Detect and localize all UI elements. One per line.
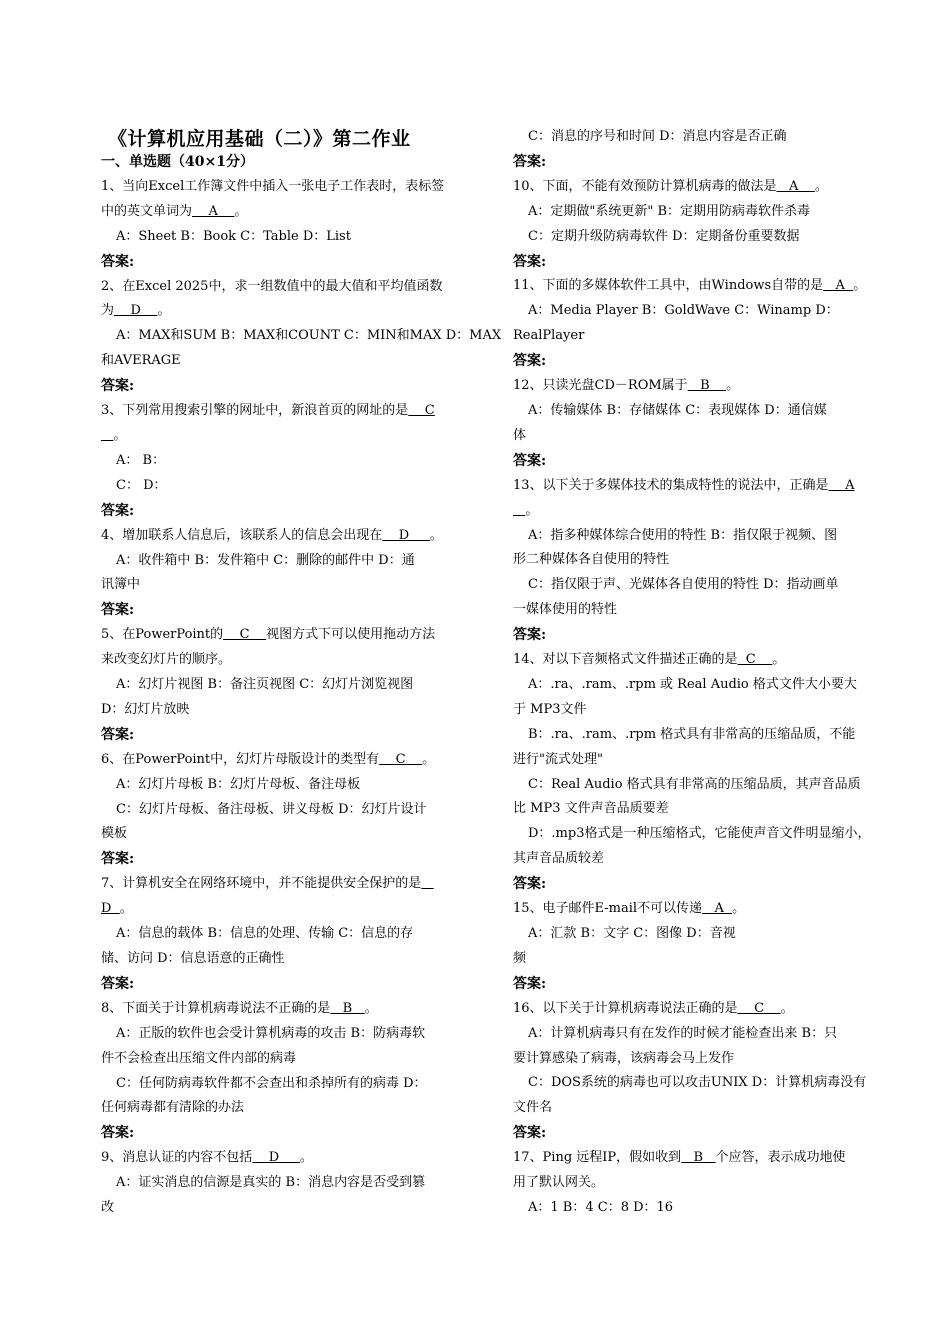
q8-options-2: 件不会检查出压缩文件内部的病毒	[101, 1050, 297, 1066]
q13-stem: 13、以下关于多媒体技术的集成特性的说法中，正确是	[513, 477, 829, 493]
q11-answer-blank: A	[823, 278, 854, 294]
q14-option-d: D：.mp3格式是一种压缩格式，它能使声音文件明显缩小，	[528, 826, 871, 842]
question-10	[513, 175, 895, 275]
question-1	[101, 175, 483, 275]
q13-blank-tail	[513, 503, 525, 518]
q12-answer-blank: B	[687, 378, 727, 394]
q5-stem-3: 来改变幻灯片的顺序。	[101, 652, 232, 668]
q14-option-b: B：.ra、.ram、.rpm 格式具有非常高的压缩品质，不能	[528, 726, 856, 742]
answer-label: 答案:	[101, 502, 135, 519]
q6-options: A：幻灯片母板 B：幻灯片母板、备注母板	[116, 776, 361, 792]
q7-period: 。	[119, 901, 133, 917]
q8-answer-blank: B	[330, 1000, 365, 1016]
q5-stem: 5、在PowerPoint的	[101, 627, 224, 643]
answer-label: 答案:	[513, 975, 547, 992]
answer-label: 答案:	[513, 153, 547, 170]
q8-period: 。	[364, 1000, 378, 1016]
q4-options-2: 讯簿中	[101, 577, 141, 593]
q9-options: A：证实消息的信源是真实的 B：消息内容是否受到篡	[116, 1175, 426, 1191]
q14-option-b-2: 进行"流式处理"	[513, 751, 603, 767]
q11-options: A：Media Player B：GoldWave C：Winamp D：	[528, 303, 839, 319]
q13-answer-blank: A	[828, 477, 855, 493]
answer-label: 答案:	[101, 1125, 135, 1142]
answer-label: 答案:	[101, 975, 135, 992]
q16-options: A：计算机病毒只有在发作的时候才能检查出来 B：只	[528, 1025, 838, 1041]
q10-answer-blank: A	[776, 178, 815, 194]
question-7	[101, 872, 483, 997]
q12-options-2: 体	[513, 427, 527, 443]
q7-stem: 7、计算机安全在网络环境中，并不能提供安全保护的是	[101, 876, 422, 892]
q7-options: A：信息的载体 B：信息的处理、传输 C：信息的存	[116, 926, 414, 942]
q9-options-3: C：消息的序号和时间 D：消息内容是否正确	[528, 129, 787, 144]
q3-stem: 3、下列常用搜索引擎的网址中，新浪首页的网址的是	[101, 403, 409, 419]
q6-stem: 6、在PowerPoint中，幻灯片母版设计的类型有	[101, 751, 380, 767]
q9-answer-blank: D	[252, 1150, 300, 1166]
section-heading: 一、单选题（40×1分）	[101, 154, 254, 170]
q14-option-c: C：Real Audio 格式具有非常高的压缩品质，其声音品质	[528, 776, 861, 792]
q14-answer-blank: C	[737, 652, 773, 668]
q2-period: 。	[157, 303, 171, 319]
q10-period: 。	[814, 178, 828, 194]
q5-options-2: D：幻灯片放映	[101, 701, 190, 717]
q16-period: 。	[780, 1000, 794, 1016]
q6-answer-blank: C	[379, 751, 423, 767]
q15-answer-blank: A	[702, 901, 733, 917]
page-title: 《计算机应用基础（二）》第二作业	[108, 128, 411, 150]
q1-period: 。	[234, 203, 248, 219]
q13-options-4: 一媒体使用的特性	[513, 602, 618, 618]
q15-options-2: 频	[513, 950, 527, 966]
q3-blank-tail	[101, 428, 113, 443]
q2-options: A：MAX和SUM B：MAX和COUNT C：MIN和MAX D：MAX	[116, 328, 502, 344]
q3-period: 。	[113, 427, 127, 443]
q8-options: A：正版的软件也会受计算机病毒的攻击 B：防病毒软	[116, 1025, 426, 1041]
q7-blank-lead	[421, 876, 433, 891]
question-5	[101, 623, 483, 748]
q4-answer-blank: D	[382, 527, 430, 543]
q15-options: A：汇款 B：文字 C：图像 D：音视	[528, 926, 736, 941]
q4-period: 。	[429, 527, 443, 543]
q9-options-2: 改	[101, 1200, 115, 1216]
q9-stem: 9、消息认证的内容不包括	[101, 1150, 253, 1166]
q3-answer-blank: C	[408, 403, 435, 419]
q13-options-2: 形二种媒体各自使用的特性	[513, 552, 670, 568]
q13-options-3: C：指仅限于声、光媒体各自使用的特性 D：指动画单	[528, 577, 839, 593]
q12-period: 。	[726, 378, 740, 394]
q2-stem-2: 为	[101, 303, 115, 319]
q16-options-3: C：DOS系统的病毒也可以攻击UNIX D：计算机病毒没有	[528, 1075, 867, 1091]
question-2	[101, 275, 502, 400]
q2-options-2: 和AVERAGE	[101, 353, 181, 369]
q7-answer-blank: D	[101, 901, 120, 917]
question-11	[513, 274, 895, 374]
q3-options-2: C： D：	[116, 477, 167, 493]
q17-stem-2: 个应答，表示成功地使	[715, 1150, 846, 1166]
question-8	[101, 997, 483, 1146]
q11-options-2: RealPlayer	[513, 328, 585, 344]
q14-option-a-2: 于 MP3文件	[513, 701, 587, 717]
q11-stem: 11、下面的多媒体软件工具中，由Windows自带的是	[513, 278, 824, 294]
q1-options: A：Sheet B：Book C：Table D：List	[116, 228, 351, 244]
q4-options: A：收件箱中 B：发件箱中 C：删除的邮件中 D：通	[116, 552, 415, 568]
q7-options-2: 储、访问 D：信息语意的正确性	[101, 951, 285, 966]
q9-period: 。	[299, 1150, 313, 1166]
q11-period: 。	[853, 278, 867, 294]
q1-stem: 1、当向Excel工作簿文件中插入一张电子工作表时，表标签	[101, 178, 445, 194]
answer-label: 答案:	[101, 851, 135, 868]
q14-option-c-2: 比 MP3 文件声音品质要差	[513, 801, 669, 817]
q14-period: 。	[772, 652, 786, 668]
q6-options-3: 模板	[101, 826, 128, 842]
answer-label: 答案:	[513, 353, 547, 370]
answer-label: 答案:	[101, 602, 135, 619]
question-3	[101, 399, 483, 524]
q8-stem: 8、下面关于计算机病毒说法不正确的是	[101, 1000, 331, 1016]
answer-label: 答案:	[513, 253, 547, 270]
q5-stem-2: 视图方式下可以使用拖动方法	[266, 627, 436, 643]
q8-options-3: C：任何防病毒软件都不会查出和杀掉所有的病毒 D：	[116, 1075, 427, 1091]
q16-answer-blank: C	[737, 1000, 781, 1016]
q2-answer-blank: D	[114, 303, 158, 319]
question-16	[513, 997, 895, 1146]
q15-period: 。	[732, 901, 746, 917]
q8-options-4: 任何病毒都有清除的办法	[101, 1100, 245, 1116]
answer-label: 答案:	[513, 876, 547, 893]
question-12	[513, 374, 895, 474]
question-6	[101, 748, 483, 873]
q10-options-2: C：定期升级防病毒软件 D：定期备份重要数据	[528, 228, 800, 244]
question-9	[101, 1146, 483, 1221]
q17-answer-blank: B	[681, 1150, 716, 1166]
left-column	[101, 150, 502, 1221]
q14-option-d-2: 其声音品质较差	[513, 851, 605, 867]
q1-answer-blank: A	[192, 203, 235, 219]
question-15	[513, 897, 895, 997]
q4-stem: 4、增加联系人信息后，该联系人的信息会出现在	[101, 527, 383, 543]
answer-label: 答案:	[513, 627, 547, 644]
q6-options-2: C：幻灯片母板、备注母板、讲义母板 D：幻灯片设计	[116, 801, 427, 817]
q5-options: A：幻灯片视图 B：备注页视图 C：幻灯片浏览视图	[116, 677, 414, 693]
question-17	[513, 1146, 895, 1221]
right-column	[513, 125, 895, 1221]
q10-options: A：定期做"系统更新" B：定期用防病毒软件杀毒	[528, 203, 811, 219]
answer-label: 答案:	[101, 253, 135, 270]
q12-stem: 12、只读光盘CD－ROM属于	[513, 378, 688, 394]
question-4	[101, 524, 483, 624]
q16-options-2: 要计算感染了病毒，该病毒会马上发作	[513, 1050, 735, 1066]
answer-label: 答案:	[513, 1125, 547, 1142]
q16-options-4: 文件名	[513, 1100, 553, 1116]
q13-period: 。	[525, 502, 539, 518]
answer-label: 答案:	[101, 726, 135, 743]
question-14	[513, 648, 895, 897]
q6-period: 。	[422, 751, 436, 767]
q17-stem: 17、Ping 远程IP，假如收到	[513, 1150, 682, 1166]
answer-label: 答案:	[513, 452, 547, 469]
q3-options: A： B：	[116, 452, 166, 468]
q14-stem: 14、对以下音频格式文件描述正确的是	[513, 652, 738, 668]
q17-stem-3: 用了默认网关。	[513, 1175, 605, 1191]
q10-stem: 10、下面，不能有效预防计算机病毒的做法是	[513, 178, 777, 194]
q14-option-a: A：.ra、.ram、.rpm 或 Real Audio 格式文件大小要大	[528, 676, 857, 692]
q5-answer-blank: C	[223, 627, 267, 643]
q13-options: A：指多种媒体综合使用的特性 B：指仅限于视频、图	[528, 527, 838, 543]
q12-options: A：传输媒体 B：存储媒体 C：表现媒体 D：通信媒	[528, 402, 827, 418]
q15-stem: 15、电子邮件E-mail不可以传递	[513, 901, 703, 917]
answer-label: 答案:	[101, 378, 135, 395]
q1-stem-2: 中的英文单词为	[101, 203, 193, 219]
q17-options: A：1 B：4 C：8 D：16	[528, 1199, 674, 1215]
q2-stem: 2、在Excel 2025中，求一组数值中的最大值和平均值函数	[101, 278, 443, 294]
question-13	[513, 474, 895, 648]
q16-stem: 16、以下关于计算机病毒说法正确的是	[513, 1000, 738, 1016]
